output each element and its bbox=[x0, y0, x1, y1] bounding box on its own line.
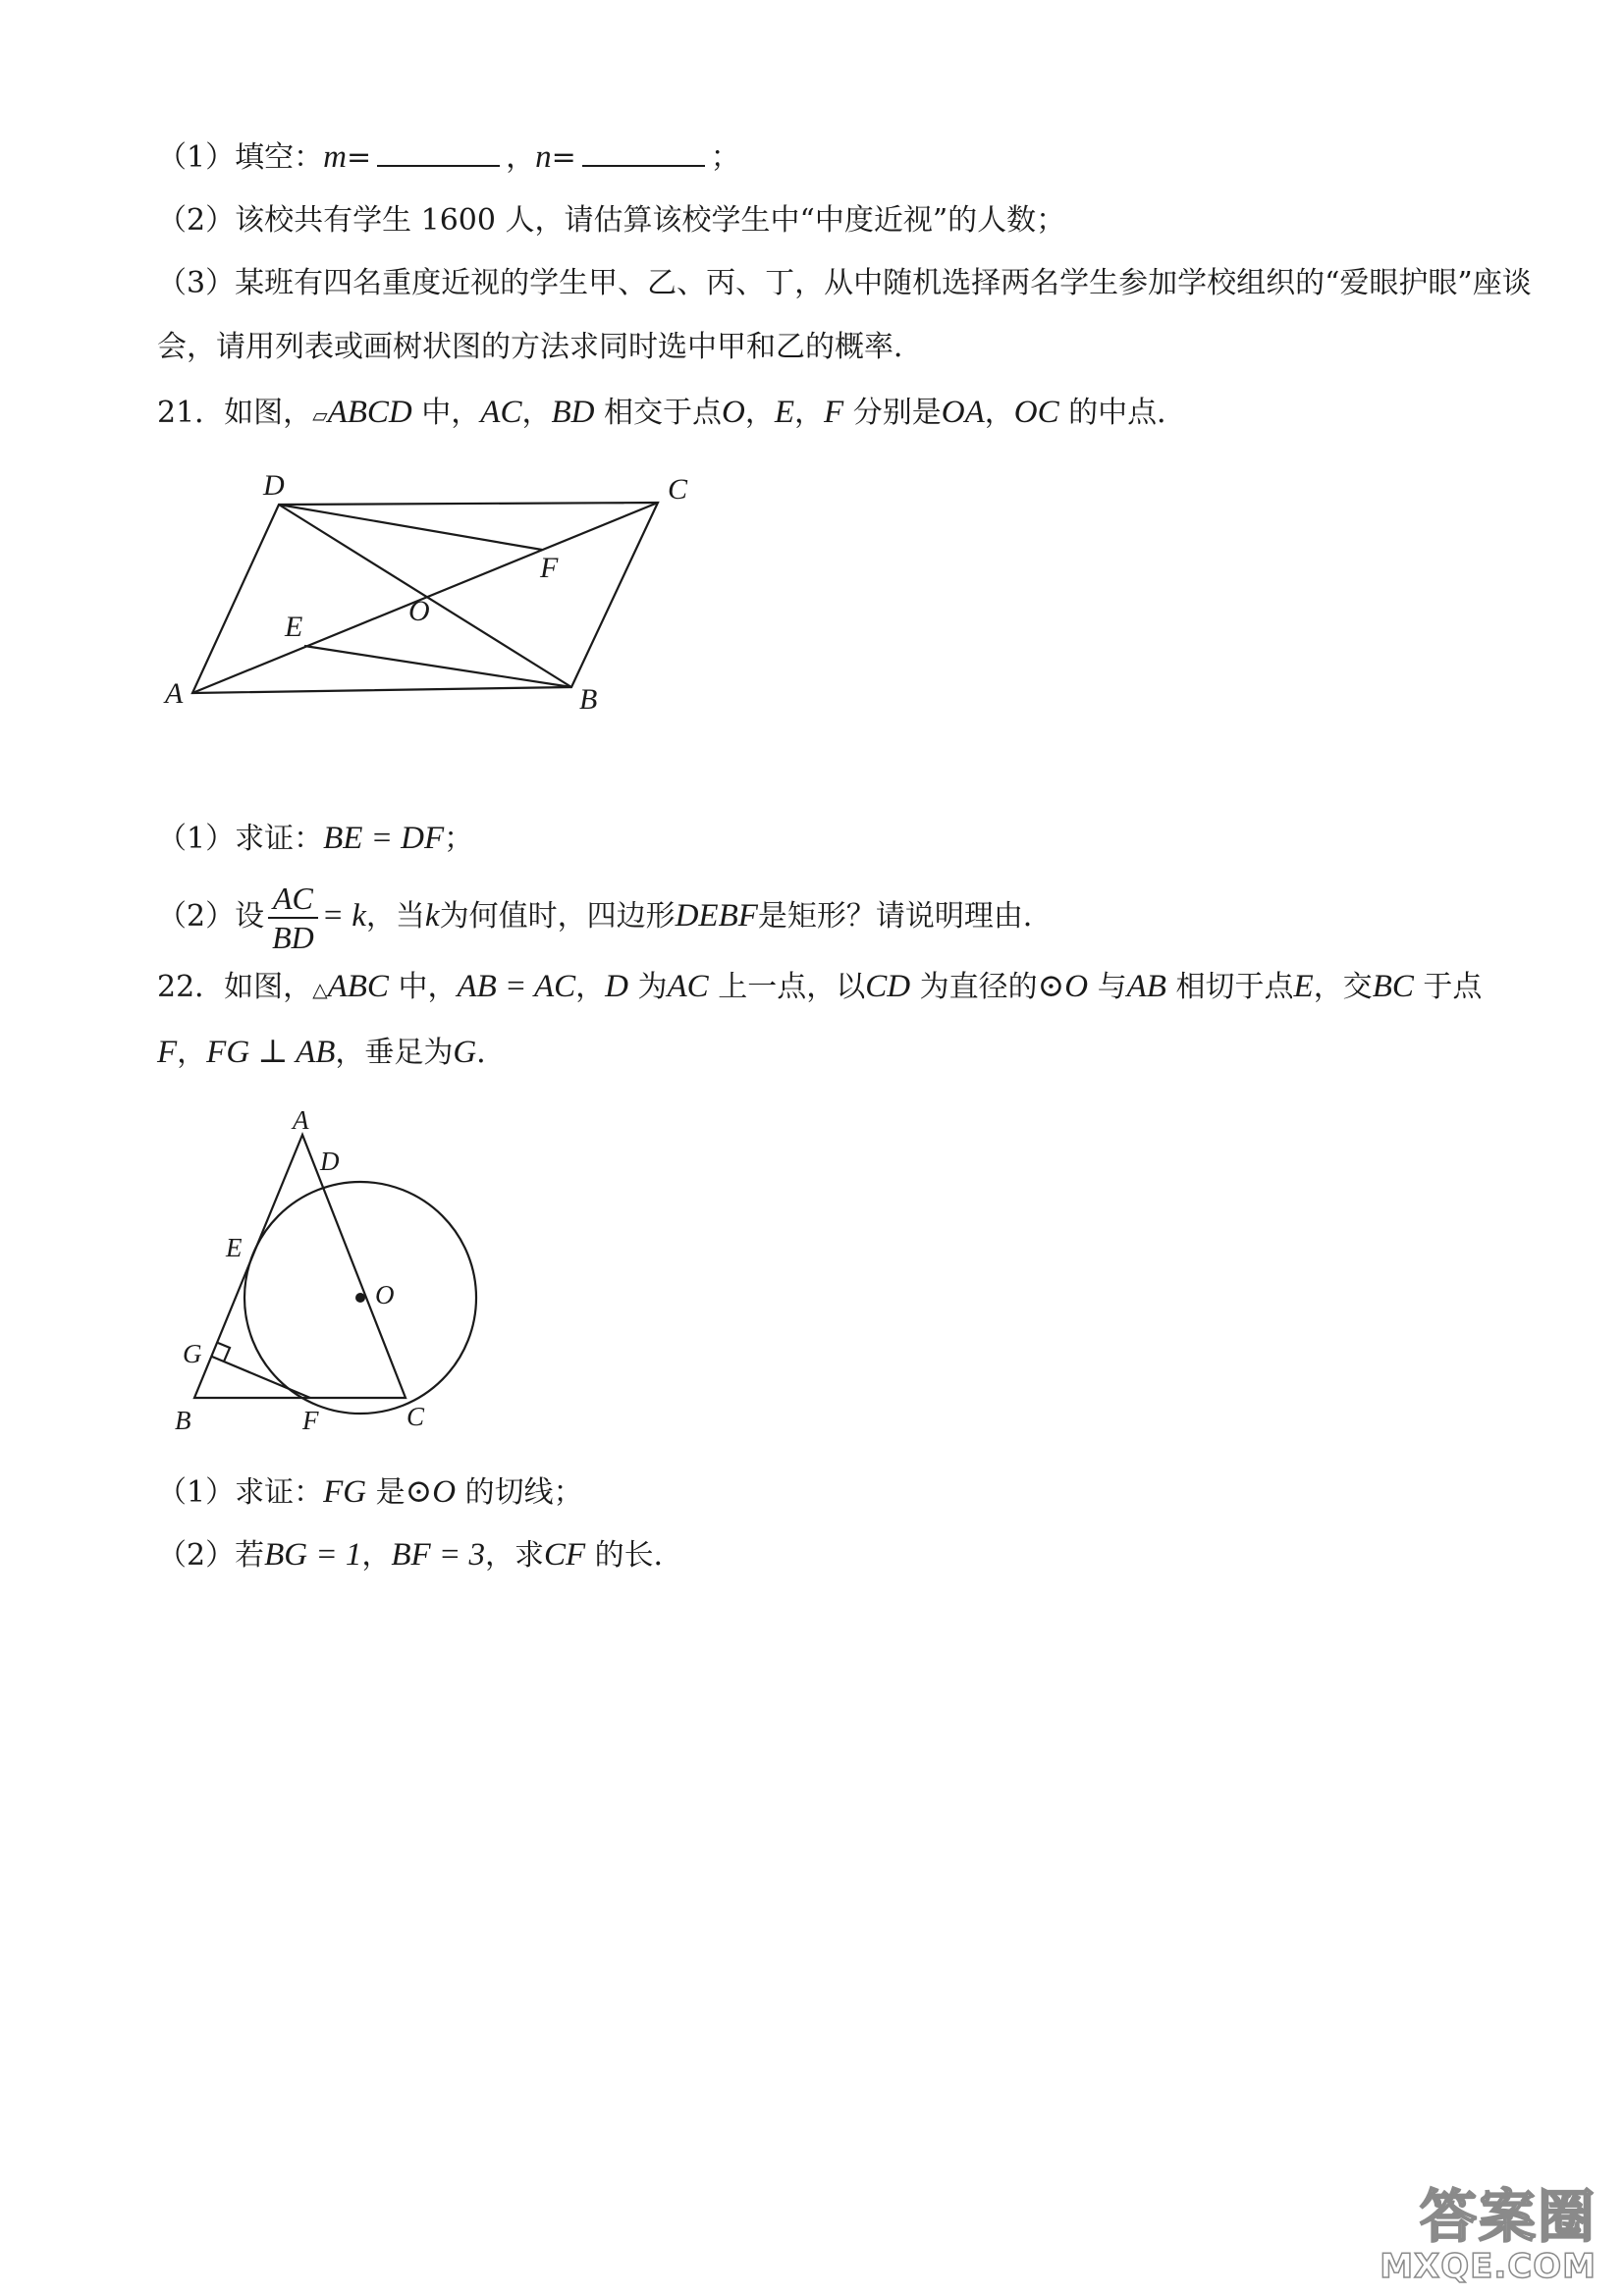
q22-stem-line1: 22．如图，△ABC 中，AB = AC，D 为AC 上一点，以CD 为直径的⊙O 与AB 相切于点E，交BC 于点 bbox=[157, 969, 1483, 1004]
triangle-symbol: △ bbox=[312, 978, 328, 1001]
q21-part2: （2）设 $\frac{AC}{BD}$ = k，当k为何值时，四边形DEBF是矩形？请说明理由． bbox=[157, 881, 1053, 955]
watermark-logo: 答案圈 bbox=[1419, 2183, 1597, 2250]
segment-fg bbox=[212, 1357, 310, 1398]
label-o: O bbox=[408, 595, 430, 627]
q20-part2: （2）该校共有学生 1600 人，请估算该校学生中“中度近视”的人数； bbox=[157, 203, 1066, 238]
label-b: B bbox=[175, 1406, 191, 1435]
label-f: F bbox=[540, 552, 559, 584]
watermark-url: MXQE.COM bbox=[1380, 2247, 1597, 2286]
var-n: n bbox=[535, 139, 552, 175]
q21-part1: （1）求证：BE = DF； bbox=[157, 821, 474, 856]
label-b: B bbox=[579, 683, 598, 716]
answer-blank-n[interactable] bbox=[582, 137, 705, 167]
label-d: D bbox=[320, 1147, 340, 1176]
q22-part1: （1）求证：FG 是⊙O 的切线； bbox=[157, 1474, 583, 1510]
watermark bbox=[1380, 2183, 1597, 2286]
label-d: D bbox=[263, 469, 285, 502]
q20-part3-line1: （3）某班有四名重度近视的学生甲、乙、丙、丁，从中随机选择两名学生参加学校组织的“爱眼护眼”座谈 bbox=[157, 266, 1532, 300]
center-o-dot bbox=[355, 1293, 365, 1303]
label-a: A bbox=[165, 677, 184, 710]
label-o: O bbox=[375, 1280, 395, 1309]
label-e: E bbox=[226, 1233, 243, 1262]
q20-part1: （1）填空：m= ，n= ； bbox=[157, 139, 740, 175]
segment-de bbox=[279, 505, 542, 550]
label-f: F bbox=[302, 1406, 319, 1435]
var-m: m bbox=[323, 139, 347, 175]
parallelogram-symbol: ▱ bbox=[312, 403, 328, 427]
q22-triangle-circle-figure bbox=[167, 1099, 501, 1443]
label-e: E bbox=[285, 611, 303, 643]
answer-blank-m[interactable] bbox=[377, 137, 500, 167]
segment-eb bbox=[304, 646, 571, 687]
label-c: C bbox=[668, 473, 688, 506]
q22-stem-line2: F，FG ⊥ AB，垂足为G． bbox=[157, 1035, 507, 1070]
q21-parallelogram-figure bbox=[147, 461, 717, 717]
q20-part3-line2: 会，请用列表或画树状图的方法求同时选中甲和乙的概率． bbox=[157, 330, 923, 364]
q22-part2: （2）若BG = 1，BF = 3，求CF 的长． bbox=[157, 1537, 683, 1573]
label-a: A bbox=[293, 1105, 309, 1135]
label-c: C bbox=[406, 1402, 425, 1431]
q21-stem: 21．如图，▱ABCD 中，AC，BD 相交于点O，E，F 分别是OA，OC 的中点． bbox=[157, 395, 1187, 430]
fraction-ac-over-bd: $\frac{AC}{BD}$ bbox=[268, 880, 318, 956]
label-g: G bbox=[183, 1339, 202, 1368]
